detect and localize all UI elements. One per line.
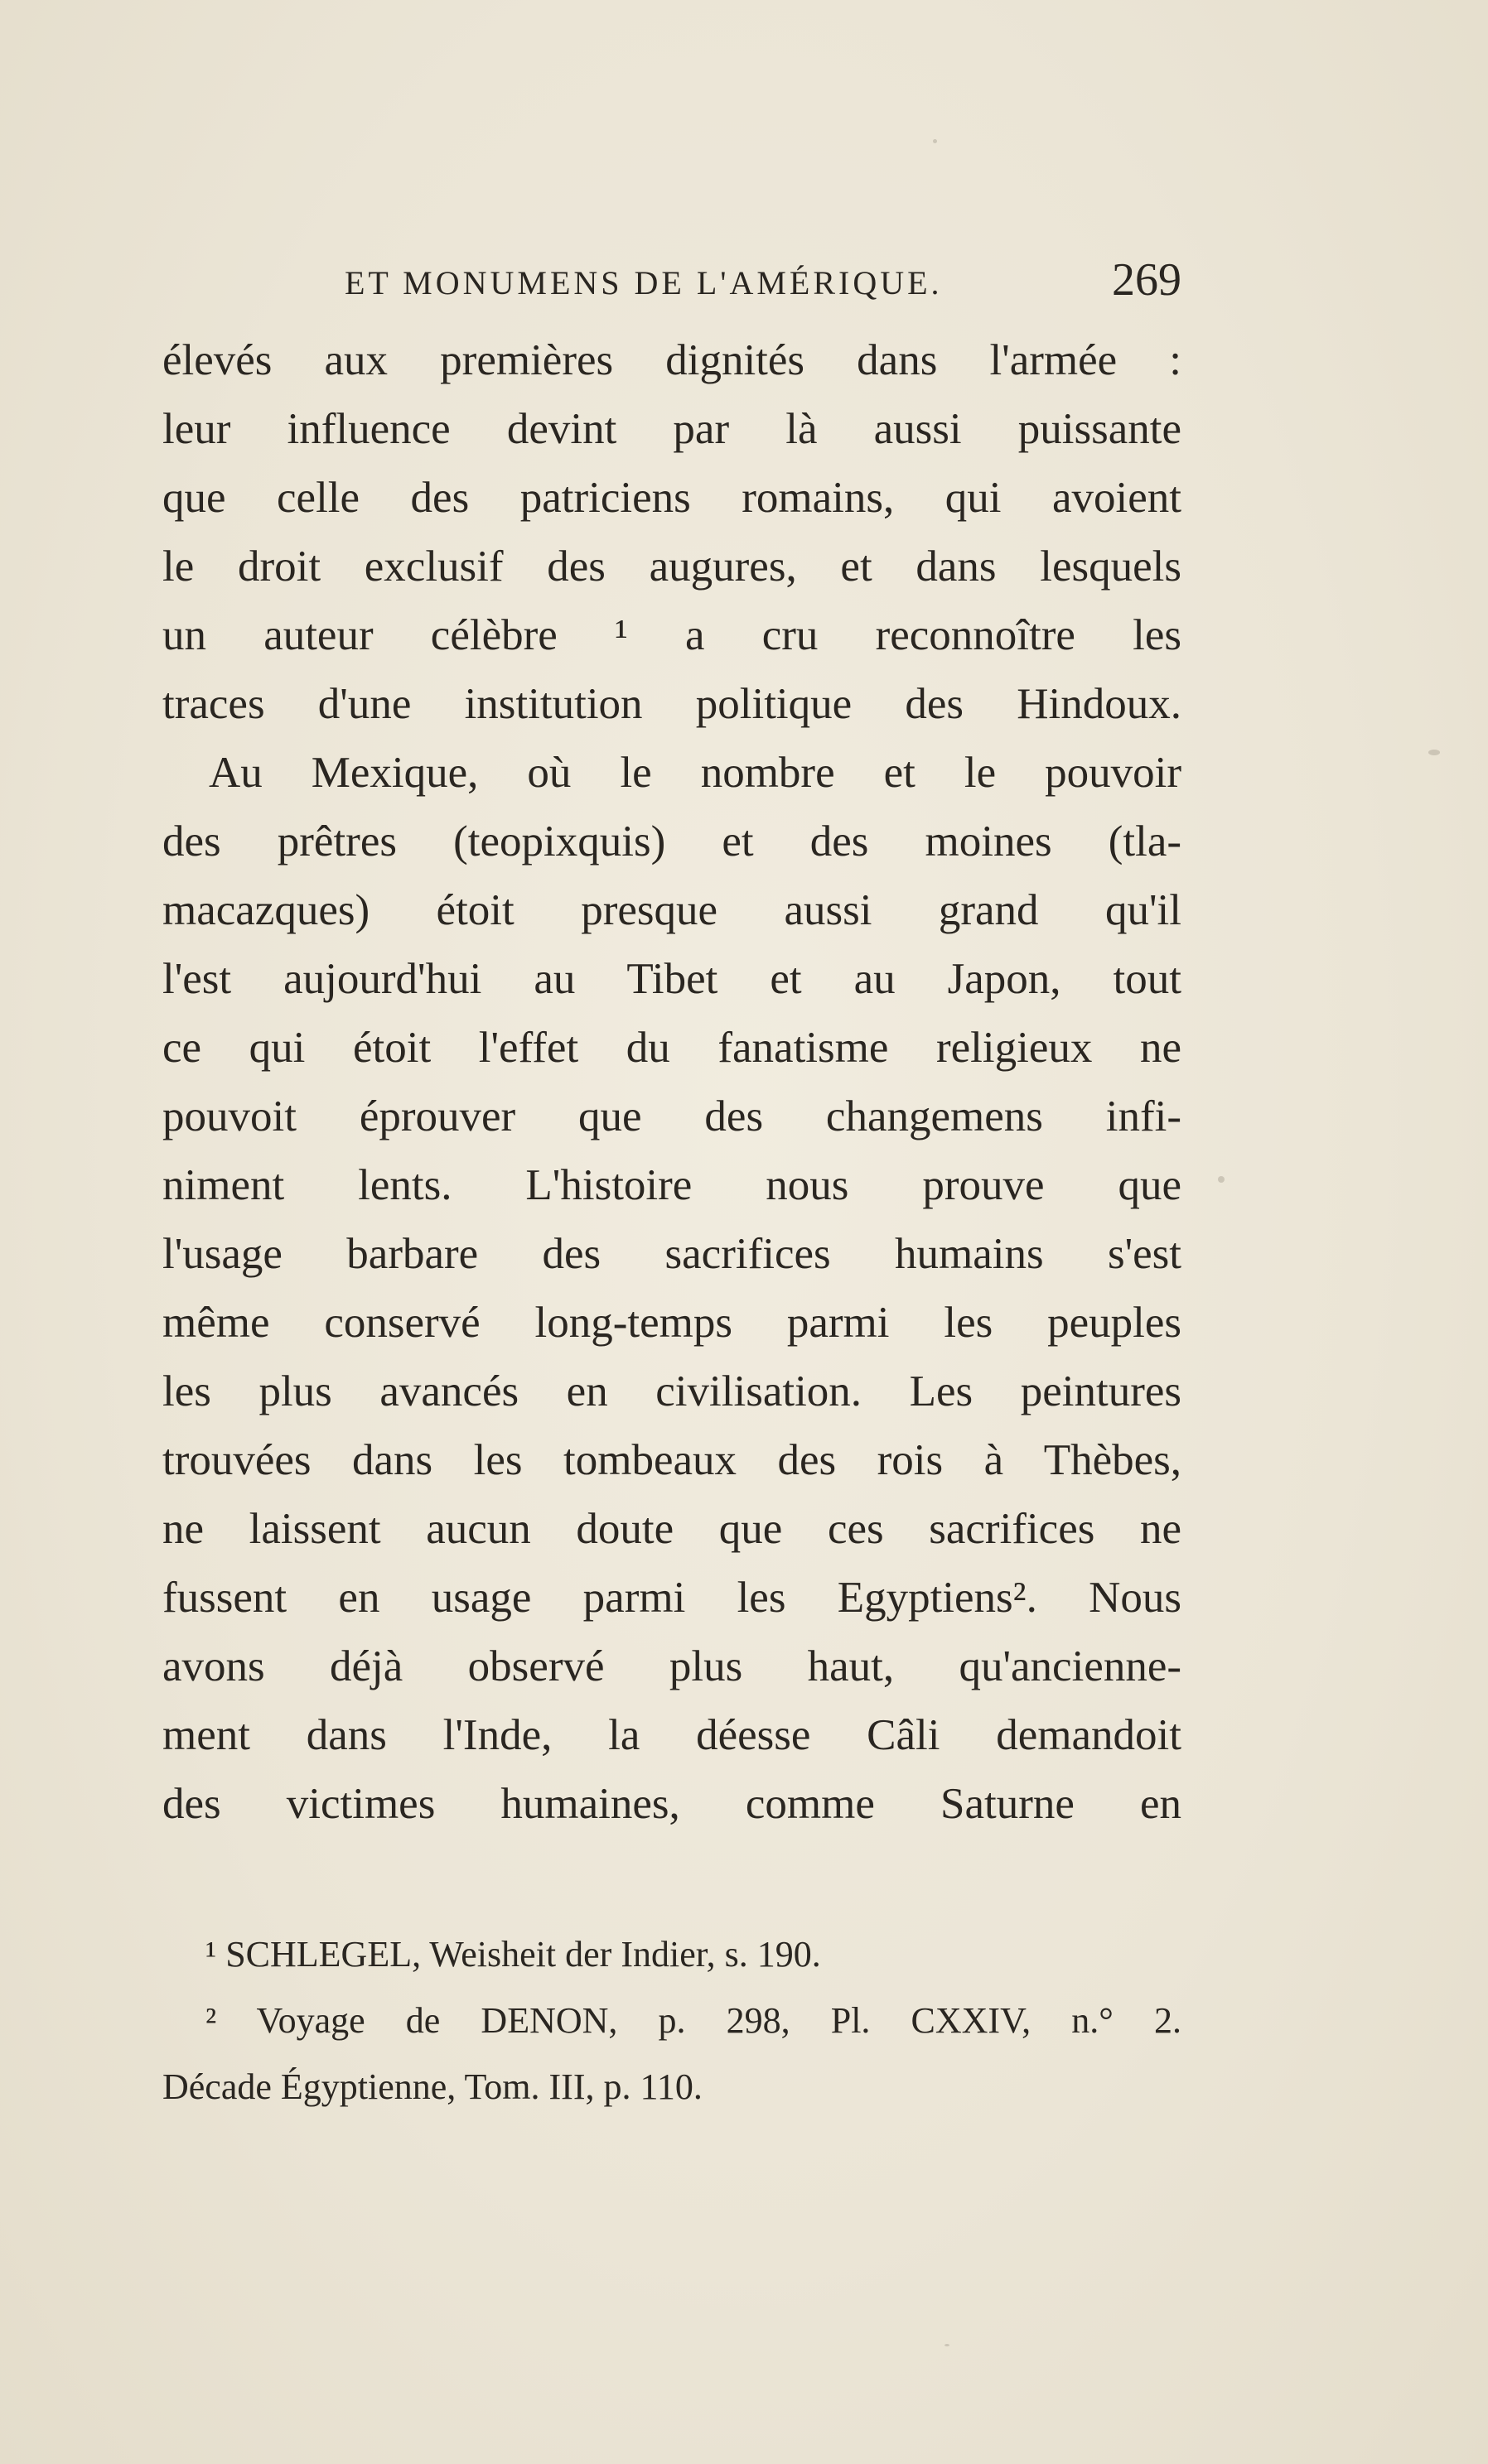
text-line: que celle des patriciens romains, qui avoient <box>162 474 1181 522</box>
text-line: l'usage barbare des sacrifices humains s'est <box>162 1230 1181 1278</box>
text-line: niment lents. L'histoire nous prouve que <box>162 1161 1181 1209</box>
footnote-2: ² Voyage de DENON, p. 298, Pl. CXXIV, n.° 2. <box>205 2000 1181 2041</box>
running-title: ET MONUMENS DE L'AMÉRIQUE. <box>345 264 943 301</box>
footnotes <box>162 1922 1181 2120</box>
text-line: un auteur célèbre ¹ a cru reconnoître les <box>162 611 1181 659</box>
text-line: fussent en usage parmi les Egyptiens². Nous <box>162 1574 1181 1622</box>
text-line: pouvoit éprouver que des changemens infi- <box>162 1092 1181 1140</box>
text-line: ce qui étoit l'effet du fanatisme religieux ne <box>162 1024 1181 1072</box>
text-line: les plus avancés en civilisation. Les peintures <box>162 1367 1181 1415</box>
footnote-1: ¹ SCHLEGEL, Weisheit der Indier, s. 190. <box>205 1934 821 1975</box>
text-line: ne laissent aucun doute que ces sacrifices ne <box>162 1505 1181 1553</box>
text-line: ment dans l'Inde, la déesse Câli demandoit <box>162 1711 1181 1759</box>
body-text <box>162 326 1181 1839</box>
paper-speck <box>1428 750 1440 755</box>
page-header <box>162 248 1181 315</box>
text-line: leur influence devint par là aussi puissante <box>162 405 1181 453</box>
text-line: élevés aux premières dignités dans l'armée : <box>162 336 1181 384</box>
text-line: Au Mexique, où le nombre et le pouvoir <box>209 749 1181 797</box>
text-line: des prêtres (teopixquis) et des moines (tla- <box>162 817 1181 866</box>
page-number: 269 <box>1112 254 1181 306</box>
text-line: avons déjà observé plus haut, qu'ancienne- <box>162 1642 1181 1690</box>
text-line: trouvées dans les tombeaux des rois à Thèbes, <box>162 1436 1181 1484</box>
text-line: des victimes humaines, comme Saturne en <box>162 1780 1181 1828</box>
text-line: macazques) étoit presque aussi grand qu'il <box>162 886 1181 934</box>
paper-speck <box>944 2344 949 2346</box>
text-line: l'est aujourd'hui au Tibet et au Japon, tout <box>162 955 1181 1003</box>
text-line: même conservé long-temps parmi les peuples <box>162 1299 1181 1347</box>
text-line: traces d'une institution politique des Hindoux. <box>162 680 1181 728</box>
paper-speck <box>1218 1176 1225 1183</box>
paper-speck <box>933 139 937 143</box>
text-line: le droit exclusif des augures, et dans lesquels <box>162 542 1181 591</box>
footnote-2-continued: Décade Égyptienne, Tom. III, p. 110. <box>162 2066 703 2107</box>
